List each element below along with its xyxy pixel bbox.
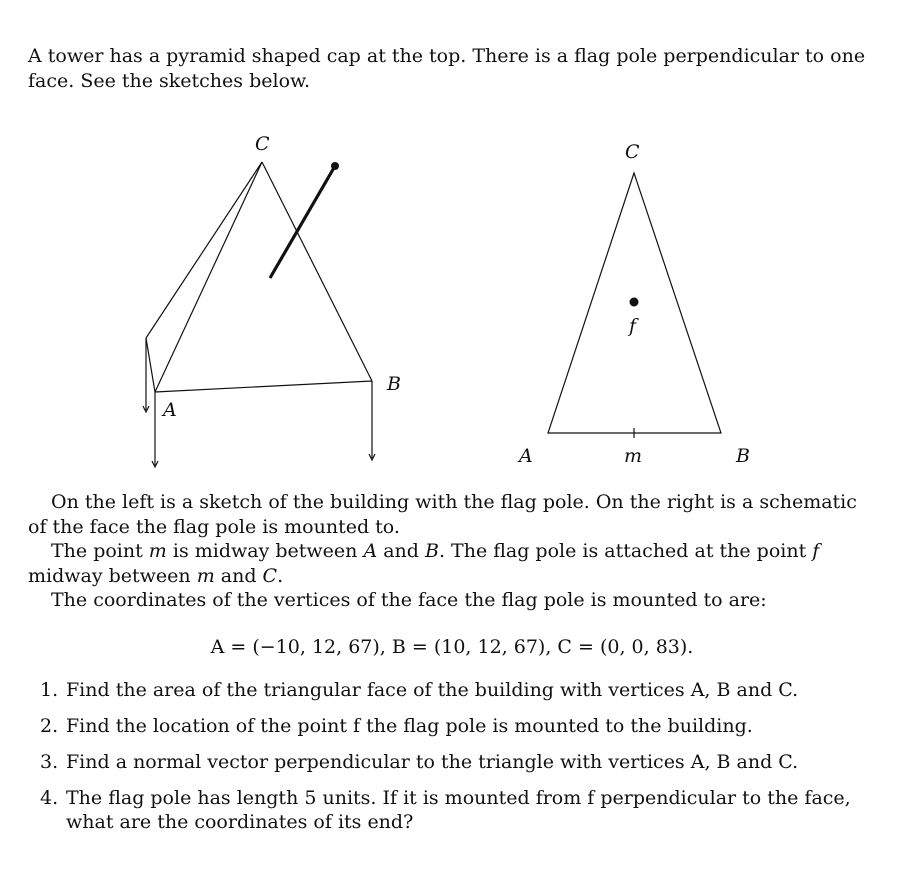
question-item bbox=[28, 714, 880, 738]
para-sketch-description: On the left is a sketch of the building with the flag pole. On the right is a schematic of the face the flag pole is mounted to. bbox=[28, 491, 857, 538]
question-text: Find a normal vector perpendicular to the triangle with vertices A, B and C. bbox=[66, 751, 799, 773]
right-label-a: A bbox=[519, 445, 533, 467]
question-item bbox=[28, 678, 880, 702]
question-item bbox=[28, 750, 880, 774]
question-text: Find the location of the point f the flag pole is mounted to the building. bbox=[66, 715, 753, 737]
question-text: The flag pole has length 5 units. If it is mounted from f perpendicular to the face, what are the coordinates of its end? bbox=[66, 787, 851, 833]
flag-pole-end-dot bbox=[331, 162, 339, 170]
right-label-m: m bbox=[624, 445, 643, 467]
question-list bbox=[28, 678, 880, 846]
para-coordinates-intro: The coordinates of the vertices of the face the flag pole is mounted to are: bbox=[51, 589, 767, 611]
question-text: Find the area of the triangular face of the building with vertices A, B and C. bbox=[66, 679, 799, 701]
left-building-sketch bbox=[143, 162, 375, 467]
intro-paragraph: A tower has a pyramid shaped cap at the top. There is a flag pole perpendicular to one face. See the sketches below. bbox=[28, 45, 866, 92]
right-label-b: B bbox=[736, 445, 750, 467]
left-label-b: B bbox=[387, 373, 401, 395]
question-number: 1. bbox=[40, 679, 59, 701]
right-label-c: C bbox=[625, 141, 640, 163]
vertex-coordinates-equation: A = (−10, 12, 67), B = (10, 12, 67), C = (0, 0, 83). bbox=[210, 636, 694, 658]
question-number: 2. bbox=[40, 715, 59, 737]
left-label-c: C bbox=[255, 133, 270, 155]
flag-pole bbox=[270, 166, 335, 278]
left-label-a: A bbox=[163, 399, 177, 421]
question-item bbox=[28, 786, 880, 834]
question-number: 3. bbox=[40, 751, 59, 773]
point-f-dot bbox=[630, 298, 639, 307]
right-label-f: f bbox=[629, 315, 637, 337]
question-number: 4. bbox=[40, 787, 59, 809]
para-midpoints: The point m is midway between A and B. The flag pole is attached at the point f midway between m and C. bbox=[28, 540, 820, 587]
